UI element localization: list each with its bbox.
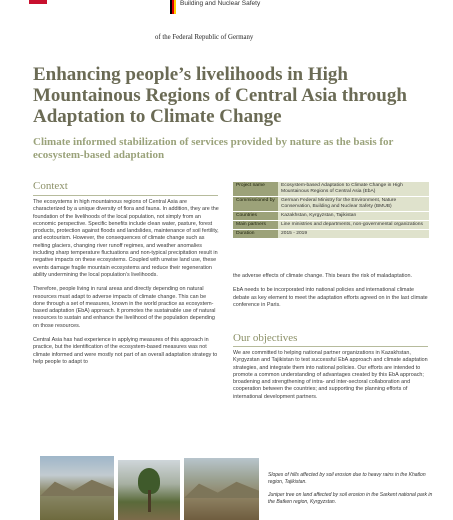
table-row [233, 197, 429, 212]
photo-eroded-hills [40, 456, 114, 520]
context-paragraph: Central Asia has had experience in applying measures of this approach in practice, but the identification of the ecosystem-based measures was not climate informed and were mostly not part of an overall adaptation strategy to help people to adapt to [33, 337, 218, 365]
context-continued-column [233, 273, 428, 316]
table-label: Commissioned by [233, 197, 278, 212]
context-paragraph: the adverse effects of climate change. This bears the risk of maladaptation. [233, 273, 412, 279]
flag-stripe-gold [174, 0, 176, 14]
table-value: 2015 - 2019 [278, 230, 429, 239]
hill-ridge [40, 478, 114, 496]
objectives-heading: Our objectives [233, 332, 298, 344]
table-label: Project name [233, 182, 278, 197]
context-paragraph: Therefore, people living in rural areas and directly depending on natural resources must adapt to adverse impacts of climate change. This can be done through a set of measures, known in the world practice as ecosystem-based adaptation (EbA) approach. It promotes the sustainable use of natural resources to sustain and enhance the livelihood of the population depending on those resources. [33, 286, 216, 329]
context-column [33, 199, 219, 373]
tree-trunk [148, 490, 151, 512]
page-subtitle: Climate informed stabilization of services provided by nature as the basis for ecosystem-based adaptation [33, 136, 394, 161]
objectives-column [233, 350, 428, 408]
table-row [233, 182, 429, 197]
photo-juniper-tree [118, 460, 180, 520]
photo-caption: Juniper tree on land affected by soil erosion in the Sarkent national park in the Batken region, Kyrgyzstan. [268, 492, 433, 505]
table-label: Countries [233, 212, 278, 221]
table-label: Duration [233, 230, 278, 239]
mountain-ridge [184, 480, 259, 498]
objectives-rule [233, 346, 428, 347]
table-value: German Federal Ministry for the Environment, Nature Conservation, Building and Nuclear Safety (BMUB) [278, 197, 429, 212]
objectives-paragraph: We are committed to helping national partner organizations in Kazakhstan, Kyrgyzstan and Tajikistan to test successful EbA approach and climate adaptation strategies, and integrate them into national policies. Our efforts are intended to promote a common understanding of advantages created by this EbA approach; broadening and strengthening of intra- and inter-sectoral collaboration and cooperation between the countries; and supporting the planning efforts of international development partners. [233, 350, 428, 400]
page-title: Enhancing people’s livelihoods in High Mountainous Regions of Central Asia through Adaptation to Climate Change [33, 64, 407, 127]
context-heading: Context [33, 180, 68, 192]
context-paragraph: EbA needs to be incorporated into national policies and international climate debate as key element to meet the adaptation efforts agreed on in the last climate conference in Paris. [233, 287, 428, 308]
ministry-line: Building and Nuclear Safety [180, 0, 261, 7]
photo-mountain-slope [184, 458, 259, 520]
project-info-table [233, 182, 429, 239]
table-row [233, 212, 429, 221]
table-value: Kazakhstan, Kyrgyzstan, Tajikistan [278, 212, 429, 221]
republic-line: of the Federal Republic of Germany [155, 34, 254, 41]
table-value: Line ministries and departments, non-governmental organizations [278, 221, 429, 230]
photo-caption: Slopes of hills affected by soil erosion due to heavy rains in the Khatlon region, Tajikistan. [268, 472, 426, 485]
table-value: Ecosystem-based Adaptation to Climate Change in High Mountainous Regions of Central Asia (EbA) [278, 182, 429, 197]
table-label: Main partners [233, 221, 278, 230]
table-row [233, 230, 429, 239]
photo-captions [268, 472, 438, 512]
context-paragraph: The ecosystems in high mountainous regions of Central Asia are characterized by a unique diversity of flora and fauna. In addition, they are the foundation of the livelihoods of the local population, not simply from an economic perspective. Specific benefits include clean water, pasture, forest products, protection against floods and landslides, maintenance of soil fertility, and ecotourism. However, the consequences of climate change such as melting glaciers, changing river runoff regimes, and weather anomalies including sharp temperature fluctuations and non-typical precipitation result in negative impacts on these ecosystems. Coupled with unwise land use, these events damage fragile mountain ecosystems and reduce their regeneration ability undermining the local population’s livelihoods. [33, 199, 219, 278]
table-row [233, 221, 429, 230]
context-rule [33, 195, 218, 196]
logo-mark [29, 0, 47, 4]
